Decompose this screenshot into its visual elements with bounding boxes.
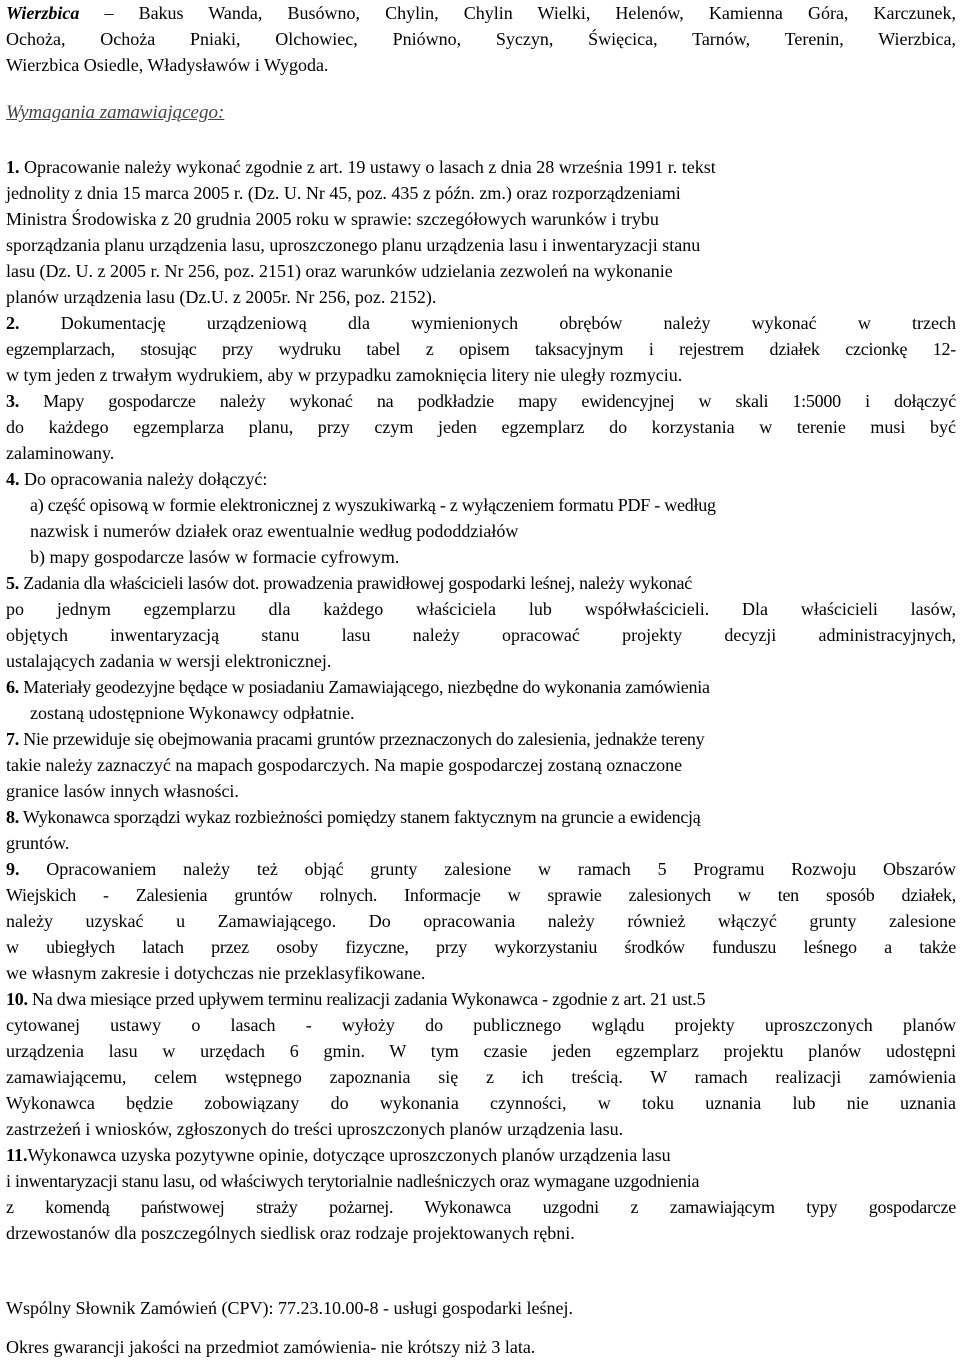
requirement-item-5 [6,570,956,674]
item-10-line-5: Wykonawca będzie zobowiązany do wykonania czynności, w toku uznania lub nie uznania [6,1093,956,1113]
item-number: 7. [6,729,19,749]
item-number: 5. [6,573,19,593]
item-1-line-3: Ministra Środowiska z 20 grudnia 2005 roku w sprawie: szczegółowych warunków i trybu [6,209,659,229]
item-9-line-2: Wiejskich - Zalesienia gruntów rolnych. Informacje w sprawie zalesionych w ten sposób działek, [6,885,956,905]
intro-paragraph [6,0,956,78]
requirement-item-2 [6,310,956,388]
item-number: 10. [6,989,28,1009]
item-2-line-1: 2. Dokumentację urządzeniową dla wymienionych obrębów należy wykonać w trzech [6,313,956,333]
intro-name: Wierzbica [6,3,80,23]
requirement-item-9 [6,856,956,986]
intro-line-1: Wierzbica – Bakus Wanda, Busówno, Chylin, Chylin Wielki, Helenów, Kamienna Góra, Karczunek, [6,3,956,23]
item-9-line-5: we własnym zakresie i dotychczas nie przeklasyfikowane. [6,963,426,983]
item-4-line-2: a) część opisową w formie elektronicznej z wyszukiwarką - z wyłączeniem formatu PDF - według [30,495,716,515]
item-2-line-3: w tym jeden z trwałym wydrukiem, aby w przypadku zamoknięcia litery nie uległy rozmyciu. [6,365,683,385]
item-9-line-3: należy uzyskać u Zamawiającego. Do opracowania należy również włączyć grunty zalesione [6,911,956,931]
item-11-line-3: z komendą państwowej straży pożarnej. Wykonawca uzgodni z zamawiającym typy gospodarcze [6,1197,956,1217]
item-10-line-3: urządzenia lasu w urzędach 6 gmin. W tym czasie jeden egzemplarz projektu planów udostępni [6,1041,956,1061]
item-number: 11. [6,1145,28,1165]
item-9-line-4: w ubiegłych latach przez osoby fizyczne, przy wykorzystaniu środków funduszu leśnego a także [6,937,956,957]
item-1-line-2: jednolity z dnia 15 marca 2005 r. (Dz. U. Nr 45, poz. 435 z późn. zm.) oraz rozporządzeniami [6,183,681,203]
item-10-line-2: cytowanej ustawy o lasach - wyłoży do publicznego wglądu projekty uproszczonych planów [6,1015,956,1035]
item-1-line-6: planów urządzenia lasu (Dz.U. z 2005r. Nr 256, poz. 2152). [6,287,437,307]
item-3-line-2: do każdego egzemplarza planu, przy czym jeden egzemplarz do korzystania w terenie musi być [6,417,956,437]
requirement-item-11 [6,1142,956,1246]
item-5-line-3: objętych inwentaryzacją stanu lasu należy opracować projekty decyzji administracyjnych, [6,625,956,645]
item-number: 2. [6,313,20,333]
item-4-line-3: nazwisk i numerów działek oraz ewentualnie według pododdziałów [30,521,519,541]
item-4-line-1: 4. Do opracowania należy dołączyć: [6,469,268,489]
intro-line-3: Wierzbica Osiedle, Władysławów i Wygoda. [6,55,329,75]
item-1-line-5: lasu (Dz. U. z 2005 r. Nr 256, poz. 2151) oraz warunków udzielania zezwoleń na wykonanie [6,261,673,281]
item-6-line-2: zostaną udostępnione Wykonawcy odpłatnie. [30,703,355,723]
item-6-line-1: 6. Materiały geodezyjne będące w posiadaniu Zamawiającego, niezbędne do wykonania zamówienia [6,677,710,697]
requirement-item-10 [6,986,956,1142]
cpv-line: Wspólny Słownik Zamówień (CPV): 77.23.10.00-8 - usługi gospodarki leśnej. [6,1298,573,1318]
item-11-line-4: drzewostanów dla poszczególnych siedlisk oraz rodzaje projektowanych rębni. [6,1223,575,1243]
item-5-line-2: po jednym egzemplarzu dla każdego właściciela lub współwłaścicieli. Dla właścicieli lasów, [6,599,956,619]
item-number: 1. [6,157,20,177]
item-8-line-2: gruntów. [6,833,70,853]
item-number: 9. [6,859,20,879]
requirements-heading: Wymagania zamawiającego: [6,102,225,123]
item-9-line-1: 9. Opracowaniem należy też objąć grunty zalesione w ramach 5 Programu Rozwoju Obszarów [6,859,956,879]
item-4-line-4: b) mapy gospodarcze lasów w formacie cyfrowym. [30,547,400,567]
item-number: 6. [6,677,19,697]
item-3-line-3: zalaminowany. [6,443,115,463]
item-2-line-2: egzemplarzach, stosując przy wydruku tabel z opisem taksacyjnym i rejestrem działek czcionkę 12- [6,339,956,359]
requirement-item-6 [6,674,956,726]
requirement-item-3 [6,388,956,466]
requirements-list [6,154,956,1246]
item-10-line-1: 10. Na dwa miesiące przed upływem terminu realizacji zadania Wykonawca - zgodnie z art. 21 ust.5 [6,989,706,1009]
intro-line-2: Ochoża, Ochoża Pniaki, Olchowiec, Pniówno, Syczyn, Święcica, Tarnów, Terenin, Wierzbica, [6,29,956,49]
item-1-line-4: sporządzania planu urządzenia lasu, uproszczonego planu urządzenia lasu i inwentaryzacji stanu [6,235,701,255]
item-number: 4. [6,469,20,489]
warranty-line: Okres gwarancji jakości na przedmiot zamówienia- nie krótszy niż 3 lata. [6,1337,536,1357]
item-8-line-1: 8. Wykonawca sporządzi wykaz rozbieżności pomiędzy stanem faktycznym na gruncie a ewidencją [6,807,701,827]
requirement-item-4 [6,466,956,570]
item-10-line-4: zamawiającemu, celem wstępnego zapoznania się z ich treścią. W ramach realizacji zamówienia [6,1067,956,1087]
item-7-line-1: 7. Nie przewiduje się obejmowania pracami gruntów przeznaczonych do zalesienia, jednakże tereny [6,729,705,749]
item-3-line-1: 3. Mapy gospodarcze należy wykonać na podkładzie mapy ewidencyjnej w skali 1:5000 i dołączyć [6,391,956,411]
item-11-line-2: i inwentaryzacji stanu lasu, od właściwych terytorialnie nadleśniczych oraz wymagane uzgodnienia [6,1171,700,1191]
item-10-line-6: zastrzeżeń i wniosków, zgłoszonych do treści uproszczonych planów urządzenia lasu. [6,1119,624,1139]
item-5-line-1: 5. Zadania dla właścicieli lasów dot. prowadzenia prawidłowej gospodarki leśnej, należy wykonać [6,573,693,593]
item-11-line-1: 11.Wykonawca uzyska pozytywne opinie, dotyczące uproszczonych planów urządzenia lasu [6,1145,671,1165]
item-1-line-1: 1. Opracowanie należy wykonać zgodnie z art. 19 ustawy o lasach z dnia 28 września 1991 r. tekst [6,157,716,177]
item-5-line-4: ustalających zadania w wersji elektronicznej. [6,651,332,671]
item-7-line-3: granice lasów innych własności. [6,781,239,801]
requirement-item-1 [6,154,956,310]
item-number: 8. [6,807,19,827]
requirement-item-7 [6,726,956,804]
requirement-item-8 [6,804,956,856]
item-7-line-2: takie należy zaznaczyć na mapach gospodarczych. Na mapie gospodarczej zostaną oznaczone [6,755,683,775]
item-number: 3. [6,391,19,411]
